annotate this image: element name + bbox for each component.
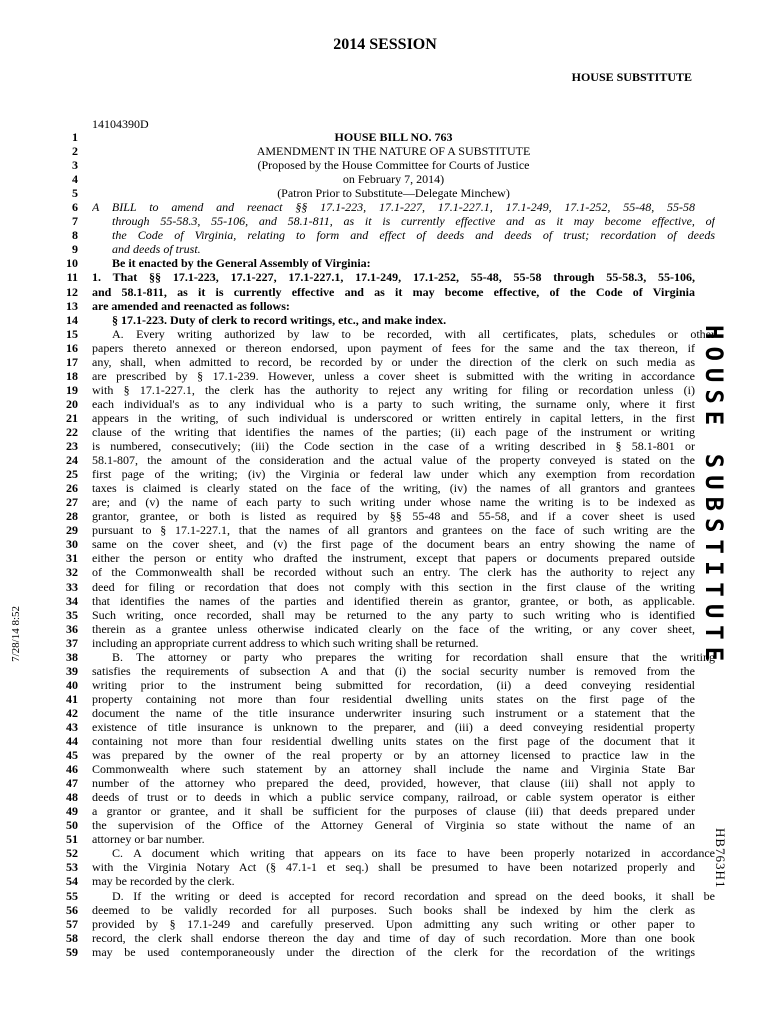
bill-line xyxy=(0,565,770,579)
line-text: first page of the writing; (iv) the Virginia or federal law under which any exemption from recordation xyxy=(92,467,695,482)
bill-tag: HB763H1 xyxy=(713,828,728,889)
line-text: (Proposed by the House Committee for Courts of Justice xyxy=(257,158,530,173)
line-number: 16 xyxy=(66,340,78,355)
bill-line xyxy=(0,172,770,186)
line-number: 45 xyxy=(66,748,78,763)
bill-line xyxy=(0,425,770,439)
line-text: is numbered, consecutively; (iii) the Code section in the case of a writing described in § 58.1-801 or xyxy=(92,439,695,454)
line-text: Such writing, once recorded, shall may be returned to the any party to such writing who is identified xyxy=(92,607,695,622)
line-number: 28 xyxy=(66,509,78,524)
bill-line xyxy=(0,846,770,860)
line-number: 42 xyxy=(66,705,78,720)
bill-line xyxy=(0,186,770,200)
bill-line xyxy=(0,832,770,846)
line-number: 50 xyxy=(66,818,78,833)
bill-line xyxy=(0,664,770,678)
line-number: 37 xyxy=(66,635,78,650)
bill-line xyxy=(0,748,770,762)
bill-line xyxy=(0,551,770,565)
line-text: writing prior to the instrument being submitted for recordation, (ii) a deed conveying residential xyxy=(92,677,695,692)
bill-line xyxy=(0,355,770,369)
bill-line xyxy=(0,608,770,622)
bill-line xyxy=(0,495,770,509)
line-number: 24 xyxy=(66,453,78,468)
line-number: 57 xyxy=(66,916,78,931)
bill-line xyxy=(0,762,770,776)
bill-line xyxy=(0,144,770,158)
line-number: 32 xyxy=(66,565,78,580)
line-number: 10 xyxy=(66,256,78,271)
line-number: 5 xyxy=(72,186,78,201)
line-number: 26 xyxy=(66,481,78,496)
bill-line xyxy=(0,945,770,959)
line-text: record, the clerk shall endorse thereon the day and time of day of such recordation. More than one book xyxy=(92,930,695,945)
line-text: containing not more than four residential dwelling units states on the first page of the document that it xyxy=(92,734,695,749)
line-text: are amended and reenacted as follows: xyxy=(92,298,290,313)
bill-line xyxy=(0,650,770,664)
line-number: 17 xyxy=(66,354,78,369)
bill-line xyxy=(0,931,770,945)
line-number: 49 xyxy=(66,804,78,819)
line-text: on February 7, 2014) xyxy=(342,172,445,187)
line-text: appears in the writing, of such individual is underscored or written entirely in capital letters, in the first xyxy=(92,410,695,425)
line-number: 43 xyxy=(66,719,78,734)
bill-line xyxy=(0,594,770,608)
line-number: 4 xyxy=(72,172,78,187)
line-number: 27 xyxy=(66,495,78,510)
line-text: each individual's as to any individual who is a party to such writing, the surname only, where it first xyxy=(92,396,695,411)
bill-line xyxy=(0,692,770,706)
line-text: may be recorded by the clerk. xyxy=(92,874,235,889)
line-number: 2 xyxy=(72,144,78,159)
bill-line xyxy=(0,341,770,355)
bill-line xyxy=(0,228,770,242)
line-text: and 58.1-811, as it is currently effective and as it may become effective, of the Code of Virginia xyxy=(92,284,695,299)
line-text: the supervision of the Office of the Attorney General of Virginia so state without the name of an xyxy=(92,818,695,833)
bill-line xyxy=(0,411,770,425)
line-text: attorney or bar number. xyxy=(92,832,205,847)
bill-line xyxy=(0,580,770,594)
line-text: are prescribed by § 17.1-239. However, unless a cover sheet is submitted with the writing in accordance xyxy=(92,368,695,383)
bill-line xyxy=(0,509,770,523)
line-text: therein as a grantee unless otherwise indicated clearly on the face of the writing, or any cover sheet, xyxy=(92,621,695,636)
line-number: 35 xyxy=(66,607,78,622)
line-number: 44 xyxy=(66,734,78,749)
line-text: any, shall, when admitted to record, be recorded by or under the direction of the clerk on such media as xyxy=(92,354,695,369)
line-text: pursuant to § 17.1-227.1, that the names of all grantors and grantees on the face of such writing are the xyxy=(92,523,695,538)
line-number: 22 xyxy=(66,424,78,439)
line-text: clause of the writing that identifies the names of the parties; (ii) each page of the instrument or writing xyxy=(92,424,695,439)
line-number: 47 xyxy=(66,776,78,791)
line-number: 41 xyxy=(66,691,78,706)
bill-line xyxy=(0,804,770,818)
line-number: 33 xyxy=(66,579,78,594)
line-number: 54 xyxy=(66,874,78,889)
bill-line xyxy=(0,383,770,397)
bill-line xyxy=(0,706,770,720)
session-title: 2014 SESSION xyxy=(333,36,437,53)
line-number: 38 xyxy=(66,649,78,664)
line-text: D. If the writing or deed is accepted for record recordation and spread on the deed books, it shall be xyxy=(112,888,715,903)
line-text: papers thereto annexed or thereon endorsed, upon payment of fees for the same and the tax thereon, if xyxy=(92,340,695,355)
document-id: 14104390D xyxy=(92,117,149,131)
line-text: may be used contemporaneously under the direction of the clerk for the recordation of the writings xyxy=(92,944,695,959)
line-text: B. The attorney or party who prepares the writing for recordation shall ensure that the writing xyxy=(112,649,715,664)
line-text: that identifies the names of the parties and identified therein as grantor, grantee, or both, as applicable. xyxy=(92,593,695,608)
bill-line xyxy=(0,622,770,636)
line-number: 58 xyxy=(66,930,78,945)
line-text: deed for filing or recordation that does not comply with this section in the first clause of the writing xyxy=(92,579,695,594)
line-text: through 55-58.3, 55-106, and 58.1-811, as it is currently effective and as it may become effective, of xyxy=(112,214,715,229)
bill-line xyxy=(0,453,770,467)
bill-line xyxy=(0,158,770,172)
line-text: A. Every writing authorized by law to be recorded, with all certificates, plats, schedules or other xyxy=(112,326,715,341)
line-text: satisfies the requirements of subsection A and that (i) the social security number is removed from the xyxy=(92,663,695,678)
line-number: 18 xyxy=(66,368,78,383)
line-number: 14 xyxy=(66,312,78,327)
line-text: was prepared by the owner of the real property or by an attorney licensed to practice law in the xyxy=(92,748,695,763)
line-text: grantor, grantee, or both is listed as required by §§ 55-48 and 55-58, and if a cover sheet is used xyxy=(92,509,695,524)
line-number: 19 xyxy=(66,382,78,397)
bill-line xyxy=(0,130,770,144)
bill-line xyxy=(0,327,770,341)
line-number: 40 xyxy=(66,677,78,692)
line-text: with § 17.1-227.1, the clerk has the authority to reject any writing for filing or recordation unless (i) xyxy=(92,382,695,397)
line-text: existence of title insurance is unknown to the preparer, and (iii) a deed conveying residential property xyxy=(92,719,695,734)
line-text: with the Virginia Notary Act (§ 47.1-1 et seq.) shall be presumed to have been notarized properly and xyxy=(92,860,695,875)
line-number: 8 xyxy=(72,228,78,243)
substitute-label: HOUSE SUBSTITUTE xyxy=(571,70,692,84)
bill-line xyxy=(0,903,770,917)
bill-line xyxy=(0,299,770,313)
line-number: 53 xyxy=(66,860,78,875)
line-text: either the person or entity who drafted the instrument, except that papers or documents prepared outside xyxy=(92,551,695,566)
bill-line xyxy=(0,397,770,411)
line-text: A BILL to amend and reenact §§ 17.1-223, 17.1-227, 17.1-227.1, 17.1-249, 17.1-252, 55-48, 55-58 xyxy=(92,200,695,215)
line-text: AMENDMENT IN THE NATURE OF A SUBSTITUTE xyxy=(256,144,531,159)
line-text: provided by § 17.1-249 and carefully preserved. Upon admitting any such writing or other paper to xyxy=(92,916,695,931)
line-number: 15 xyxy=(66,326,78,341)
bill-line xyxy=(0,720,770,734)
line-number: 34 xyxy=(66,593,78,608)
line-text: HOUSE BILL NO. 763 xyxy=(334,130,453,144)
line-number: 20 xyxy=(66,396,78,411)
line-number: 6 xyxy=(72,200,78,215)
line-text: (Patron Prior to Substitute—Delegate Minchew) xyxy=(277,186,510,201)
line-number: 39 xyxy=(66,663,78,678)
line-text: 1. That §§ 17.1-223, 17.1-227, 17.1-227.1, 17.1-249, 17.1-252, 55-48, 55-58 through 55-58.3, 55-106, xyxy=(92,270,695,285)
bill-line xyxy=(0,860,770,874)
line-number: 52 xyxy=(66,846,78,861)
line-number: 3 xyxy=(72,158,78,173)
bill-line xyxy=(0,369,770,383)
line-number: 59 xyxy=(66,944,78,959)
bill-line xyxy=(0,313,770,327)
line-text: C. A document which writing that appears on its face to have been properly notarized in accordance xyxy=(112,846,715,861)
line-number: 9 xyxy=(72,242,78,257)
bill-line xyxy=(0,636,770,650)
line-number: 55 xyxy=(66,888,78,903)
bill-line xyxy=(0,917,770,931)
line-number: 21 xyxy=(66,410,78,425)
line-text: deemed to be validly recorded for all purposes. Such books shall be indexed by him the clerk as xyxy=(92,902,695,917)
line-text: and deeds of trust. xyxy=(112,242,201,257)
house-substitute-margin-label: HOUSE SUBSTITUTE xyxy=(700,325,728,669)
line-number: 29 xyxy=(66,523,78,538)
line-text: same on the cover sheet, and (v) the first page of the document bears an entry showing the name of xyxy=(92,537,695,552)
line-number: 7 xyxy=(72,214,78,229)
line-text: are; and (v) the name of each party to such writing under whose name the writing is to be indexed as xyxy=(92,495,695,510)
line-number: 48 xyxy=(66,790,78,805)
bill-line xyxy=(0,256,770,270)
line-text: property containing not more than four residential dwelling units states on the first page of the xyxy=(92,691,695,706)
line-text: taxes is claimed is clearly stated on the face of the writing, (iv) the names of all grantors and grantees xyxy=(92,481,695,496)
line-text: number of the attorney who prepared the deed, provided, however, that clause (iii) shall not apply to xyxy=(92,776,695,791)
line-number: 31 xyxy=(66,551,78,566)
line-number: 12 xyxy=(66,284,78,299)
line-number: 23 xyxy=(66,439,78,454)
line-number: 25 xyxy=(66,467,78,482)
line-text: a grantor or grantee, and it shall be sufficient for the purposes of clause (iii) that deeds prepared under xyxy=(92,804,695,819)
line-text: § 17.1-223. Duty of clerk to record writings, etc., and make index. xyxy=(112,312,447,327)
line-text: of the Commonwealth shall be recorded without such an entry. The clerk has the authority to reject any xyxy=(92,565,695,580)
line-number: 13 xyxy=(66,298,78,313)
line-number: 51 xyxy=(66,832,78,847)
line-number: 36 xyxy=(66,621,78,636)
bill-line xyxy=(0,776,770,790)
bill-line xyxy=(0,889,770,903)
bill-line xyxy=(0,874,770,888)
bill-line xyxy=(0,467,770,481)
bill-line xyxy=(0,439,770,453)
line-number: 1 xyxy=(72,130,78,144)
bill-line xyxy=(0,481,770,495)
bill-line xyxy=(0,818,770,832)
bill-line xyxy=(0,214,770,228)
bill-line xyxy=(0,678,770,692)
line-text: including an appropriate current address to which such writing shall be returned. xyxy=(92,635,479,650)
bill-line xyxy=(0,523,770,537)
line-number: 56 xyxy=(66,902,78,917)
line-text: document the name of the title insurance underwriter insuring such instrument or a statement that the xyxy=(92,705,695,720)
bill-line xyxy=(0,200,770,214)
bill-line xyxy=(0,270,770,284)
line-text: the Code of Virginia, relating to form and effect of deeds and deeds of trust; recordation of deeds xyxy=(112,228,715,243)
bill-line xyxy=(0,285,770,299)
line-number: 46 xyxy=(66,762,78,777)
line-text: 58.1-807, the amount of the consideration and the actual value of the property conveyed is stated on the xyxy=(92,453,695,468)
line-number: 11 xyxy=(66,270,78,285)
timestamp: 7/28/14 8:52 xyxy=(10,606,22,662)
line-text: Be it enacted by the General Assembly of Virginia: xyxy=(112,256,371,271)
line-text: Commonwealth where such statement by an attorney shall include the name and Virginia State Bar xyxy=(92,762,695,777)
bill-text xyxy=(0,130,770,959)
bill-line xyxy=(0,734,770,748)
bill-line xyxy=(0,790,770,804)
bill-line xyxy=(0,242,770,256)
bill-line xyxy=(0,537,770,551)
line-text: deeds of trust or to deeds in which a public service company, railroad, or cable system operator is either xyxy=(92,790,695,805)
line-number: 30 xyxy=(66,537,78,552)
